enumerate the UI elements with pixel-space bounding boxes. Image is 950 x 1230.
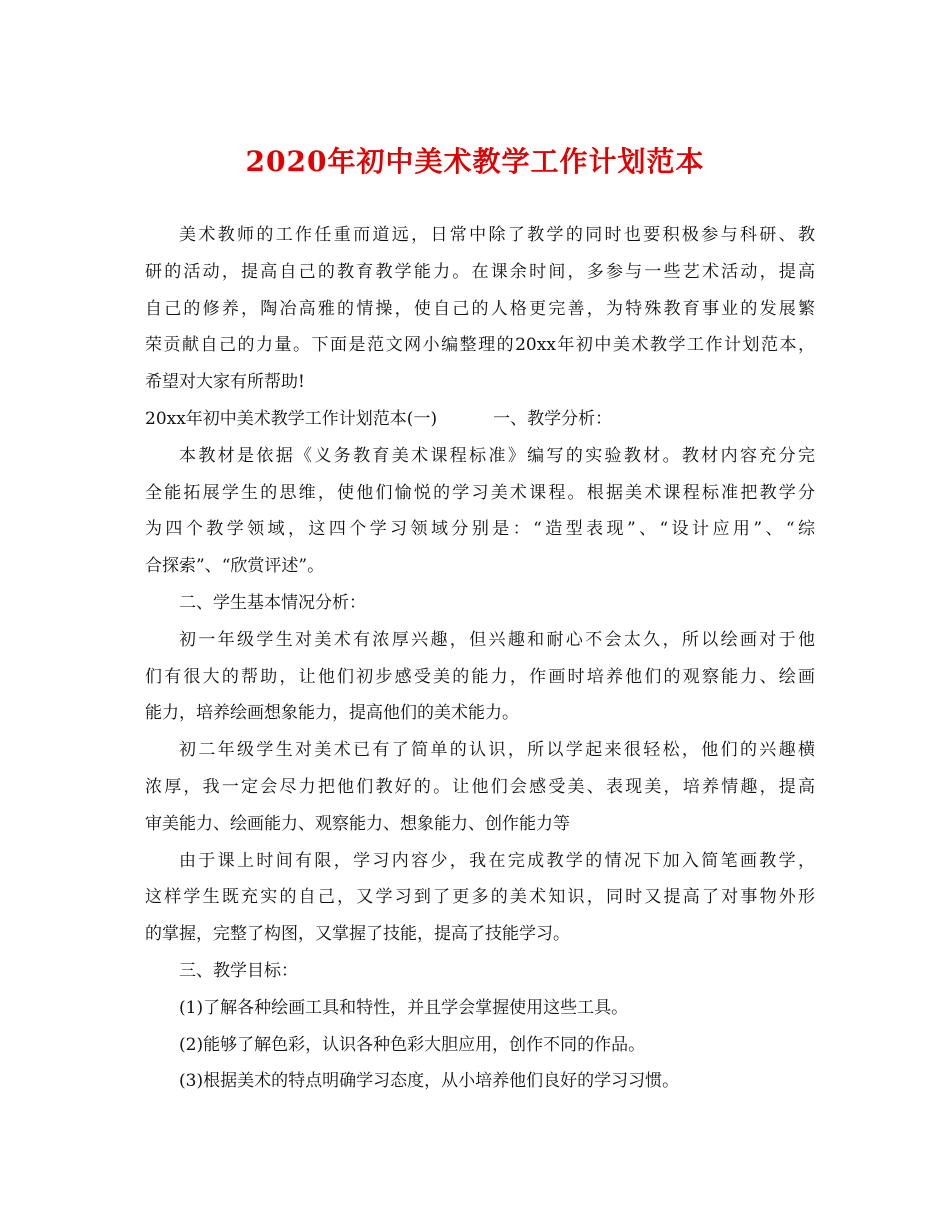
body-line-text: 希望对大家有所帮助! xyxy=(145,372,305,393)
body-line-text: 浓厚，我一定会尽力把他们教好的。让他们会感受美、表现美，培养情趣，提高 xyxy=(145,776,815,797)
body-line xyxy=(145,843,815,880)
body-line-text: 们有很大的帮助，让他们初步感受美的能力，作画时培养他们的观察能力、绘画 xyxy=(145,666,815,687)
body-line-text: 全能拓展学生的思维，使他们愉悦的学习美术课程。根据美术课程标准把教学分 xyxy=(145,482,815,503)
body-line xyxy=(145,695,815,732)
body-line xyxy=(145,769,815,806)
body-line-text: 能力，培养绘画想象能力，提高他们的美术能力。 xyxy=(145,703,519,724)
section-heading xyxy=(145,953,815,990)
list-item xyxy=(145,1063,815,1100)
body-line-text: 三、教学目标： xyxy=(179,960,298,981)
body-line xyxy=(145,401,815,438)
body-line-text: (2)能够了解色彩，认识各种色彩大胆应用，创作不同的作品。 xyxy=(179,1034,646,1055)
body-line-text: 研的活动，提高自己的教育教学能力。在课余时间，多参与一些艺术活动，提高 xyxy=(145,261,815,282)
body-line xyxy=(145,806,815,843)
document-title: 2020年初中美术教学工作计划范本 xyxy=(245,145,705,178)
body-line xyxy=(145,916,815,953)
body-line-text: 合探索”、“欣赏评述”。 xyxy=(145,556,325,577)
document-body xyxy=(145,217,815,1100)
body-line-text: (3)根据美术的特点明确学习态度，从小培养他们良好的学习习惯。 xyxy=(179,1071,680,1092)
body-line xyxy=(145,364,815,401)
body-line-text: 审美能力、绘画能力、观察能力、想象能力、创作能力等 xyxy=(145,813,570,834)
body-line-text: 自己的修养，陶冶高雅的情操，使自己的人格更完善，为特殊教育事业的发展繁 xyxy=(145,298,815,319)
body-line xyxy=(145,548,815,585)
body-line-text: 美术教师的工作任重而道远，日常中除了教学的同时也要积极参与科研、教 xyxy=(179,225,815,245)
body-line xyxy=(145,511,815,548)
body-line xyxy=(145,254,815,291)
body-line xyxy=(145,327,815,364)
section-heading: 一、教学分析： xyxy=(493,408,613,429)
body-line-text: 初一年级学生对美术有浓厚兴趣，但兴趣和耐心不会太久，所以绘画对于他 xyxy=(179,629,815,650)
body-line-text: 本教材是依据《义务教育美术课程标准》编写的实验教材。教材内容充分完 xyxy=(179,445,815,466)
body-line xyxy=(145,732,815,769)
body-line-text: 为四个教学领域，这四个学习领域分别是：“造型表现”、“设计应用”、“综 xyxy=(145,519,815,540)
body-line xyxy=(145,475,815,512)
body-line xyxy=(145,438,815,475)
body-line-text: (1)了解各种绘画工具和特性，并且学会掌握使用这些工具。 xyxy=(179,997,629,1018)
body-line xyxy=(145,659,815,696)
list-item xyxy=(145,990,815,1027)
body-line xyxy=(145,291,815,328)
body-line-text: 的掌握，完整了构图，又掌握了技能，提高了技能学习。 xyxy=(145,924,570,945)
body-line xyxy=(145,217,815,254)
body-line xyxy=(145,879,815,916)
section-heading xyxy=(145,585,815,622)
body-line-text: 二、学生基本情况分析： xyxy=(179,592,366,613)
list-item xyxy=(145,1027,815,1064)
body-line-text: 这样学生既充实的自己，又学习到了更多的美术知识，同时又提高了对事物外形 xyxy=(145,887,815,908)
body-line xyxy=(145,622,815,659)
body-line-text: 荣贡献自己的力量。下面是范文网小编整理的20xx年初中美术教学工作计划范本， xyxy=(145,335,815,356)
section-subtitle: 20xx年初中美术教学工作计划范本(一) xyxy=(145,408,438,429)
body-line-text: 由于课上时间有限，学习内容少，我在完成教学的情况下加入简笔画教学， xyxy=(179,850,815,871)
body-line-text: 初二年级学生对美术已有了简单的认识，所以学起来很轻松，他们的兴趣横 xyxy=(179,740,815,761)
